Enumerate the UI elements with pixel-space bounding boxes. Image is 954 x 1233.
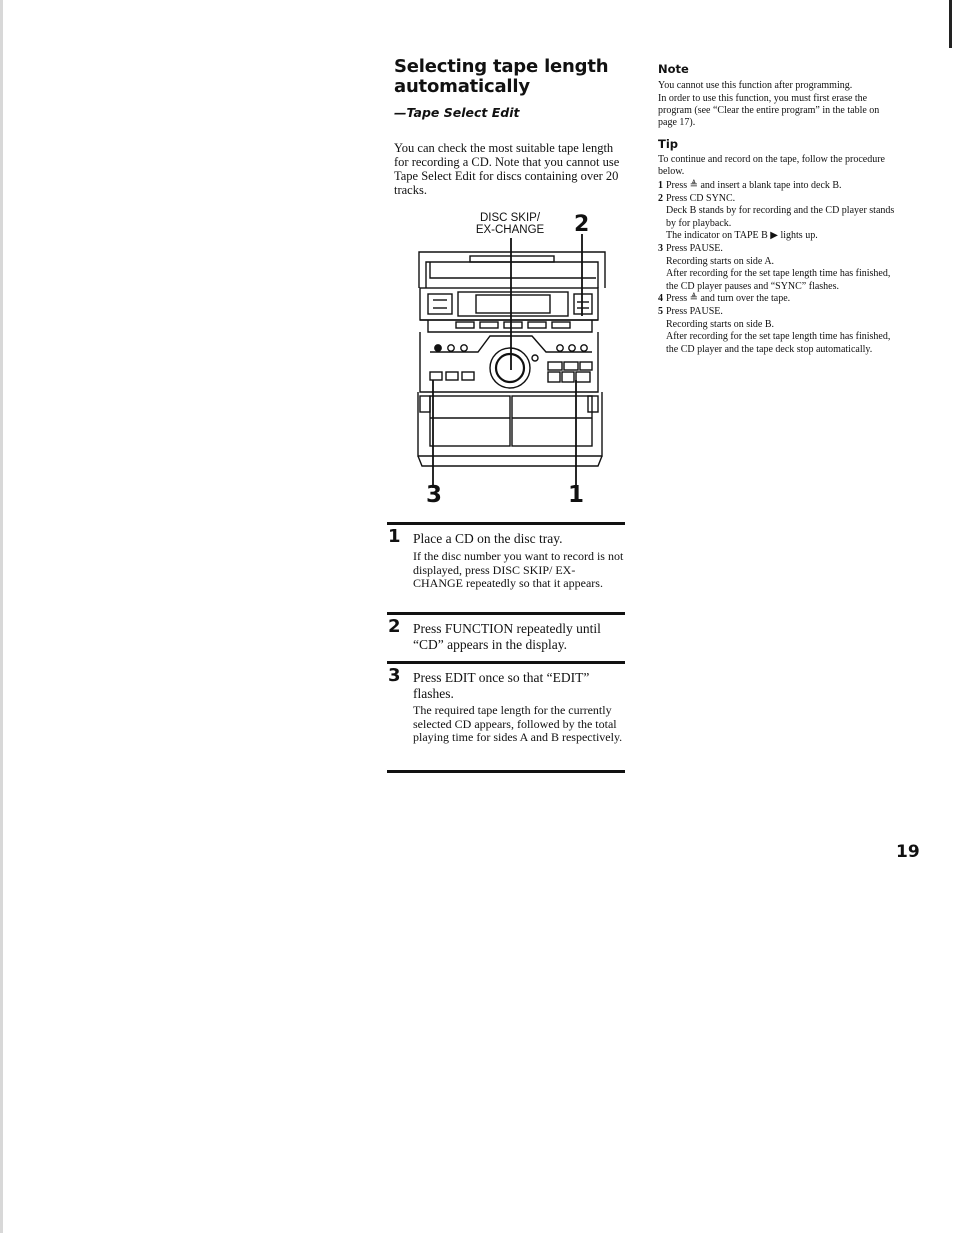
step-1-number: 1 <box>388 526 401 547</box>
tip-step-subtext: Recording starts on side B. <box>666 318 775 330</box>
tip-step-number: 1 <box>658 180 663 191</box>
tip-step-number: 2 <box>658 192 663 204</box>
step-3-rule <box>387 661 625 664</box>
figure-label-disc-skip: DISC SKIP/ <box>479 212 541 224</box>
tip-step-subtext: After recording for the set tape length time has finished, the CD player and the tape deck stop automatically. <box>666 331 891 355</box>
tip-step-text: Press CD SYNC. <box>666 192 736 204</box>
step-1-detail: If the disc number you want to record is not displayed, press DISC SKIP/ EX-CHANGE repeatedly so that it appears. <box>413 549 624 590</box>
tip-step <box>658 193 898 206</box>
tip-step-subtext: Deck B stands by for recording and the CD player stands by for playback. <box>666 205 895 229</box>
intro-paragraph: You can check the most suitable tape length for recording a CD. Note that you cannot use Tape Select Edit for discs containing over 20 tracks. <box>394 141 620 197</box>
step-2-instruction: Press FUNCTION repeatedly until “CD” appears in the display. <box>413 621 601 652</box>
steps-end-rule <box>387 770 625 773</box>
note-text-2: In order to use this function, you must first erase the program (see “Clear the entire program” in the table on page 17). <box>658 93 880 128</box>
tip-step <box>658 306 898 319</box>
figure-callout-2: 2 <box>574 212 590 237</box>
step-2-rule <box>387 612 625 615</box>
note-text-1: You cannot use this function after programming. <box>658 80 853 91</box>
tip-step-text: Press ≜ and insert a blank tape into deck B. <box>666 180 842 191</box>
page-title: Selecting tape length automatically <box>394 56 609 97</box>
tip-step-number: 4 <box>658 293 663 305</box>
step-3-detail: The required tape length for the currently selected CD appears, followed by the total playing time for sides A and B respectively. <box>413 703 623 744</box>
tip-step-subtext: The indicator on TAPE B ▶ lights up. <box>666 230 818 242</box>
step-2-number: 2 <box>388 616 401 637</box>
tip-step <box>658 293 898 306</box>
step-1-rule <box>387 522 625 525</box>
scan-edge-left <box>0 0 3 1233</box>
step-3-number: 3 <box>388 665 401 686</box>
tip-step-text: Press ≜ and turn over the tape. <box>666 293 791 305</box>
tip-step-number: 5 <box>658 305 663 317</box>
figure-label-ex-change: EX-CHANGE <box>475 224 545 236</box>
note-heading: Note <box>658 62 689 76</box>
tip-heading: Tip <box>658 137 679 151</box>
step-3-instruction: Press EDIT once so that “EDIT” flashes. <box>413 670 590 701</box>
tip-step-subtext: Recording starts on side A. <box>666 255 775 267</box>
page-number: 19 <box>896 842 920 862</box>
tip-steps-list <box>658 180 898 356</box>
tip-step-text: Press PAUSE. <box>666 305 723 317</box>
tip-step-number: 3 <box>658 242 663 254</box>
tip-step-subtext: After recording for the set tape length time has finished, the CD player pauses and “SYNC” flashes. <box>666 268 891 292</box>
page-subtitle: —Tape Select Edit <box>394 105 520 120</box>
tip-intro: To continue and record on the tape, follow the procedure below. <box>658 154 885 177</box>
scan-edge-right <box>949 0 952 48</box>
tip-step <box>658 243 898 256</box>
figure-callout-1: 1 <box>568 482 585 508</box>
tip-step-text: Press PAUSE. <box>666 242 723 254</box>
tip-step <box>658 180 898 193</box>
stereo-system-illustration <box>412 230 612 490</box>
figure-callout-3: 3 <box>426 482 443 508</box>
step-1-instruction: Place a CD on the disc tray. <box>413 531 563 546</box>
